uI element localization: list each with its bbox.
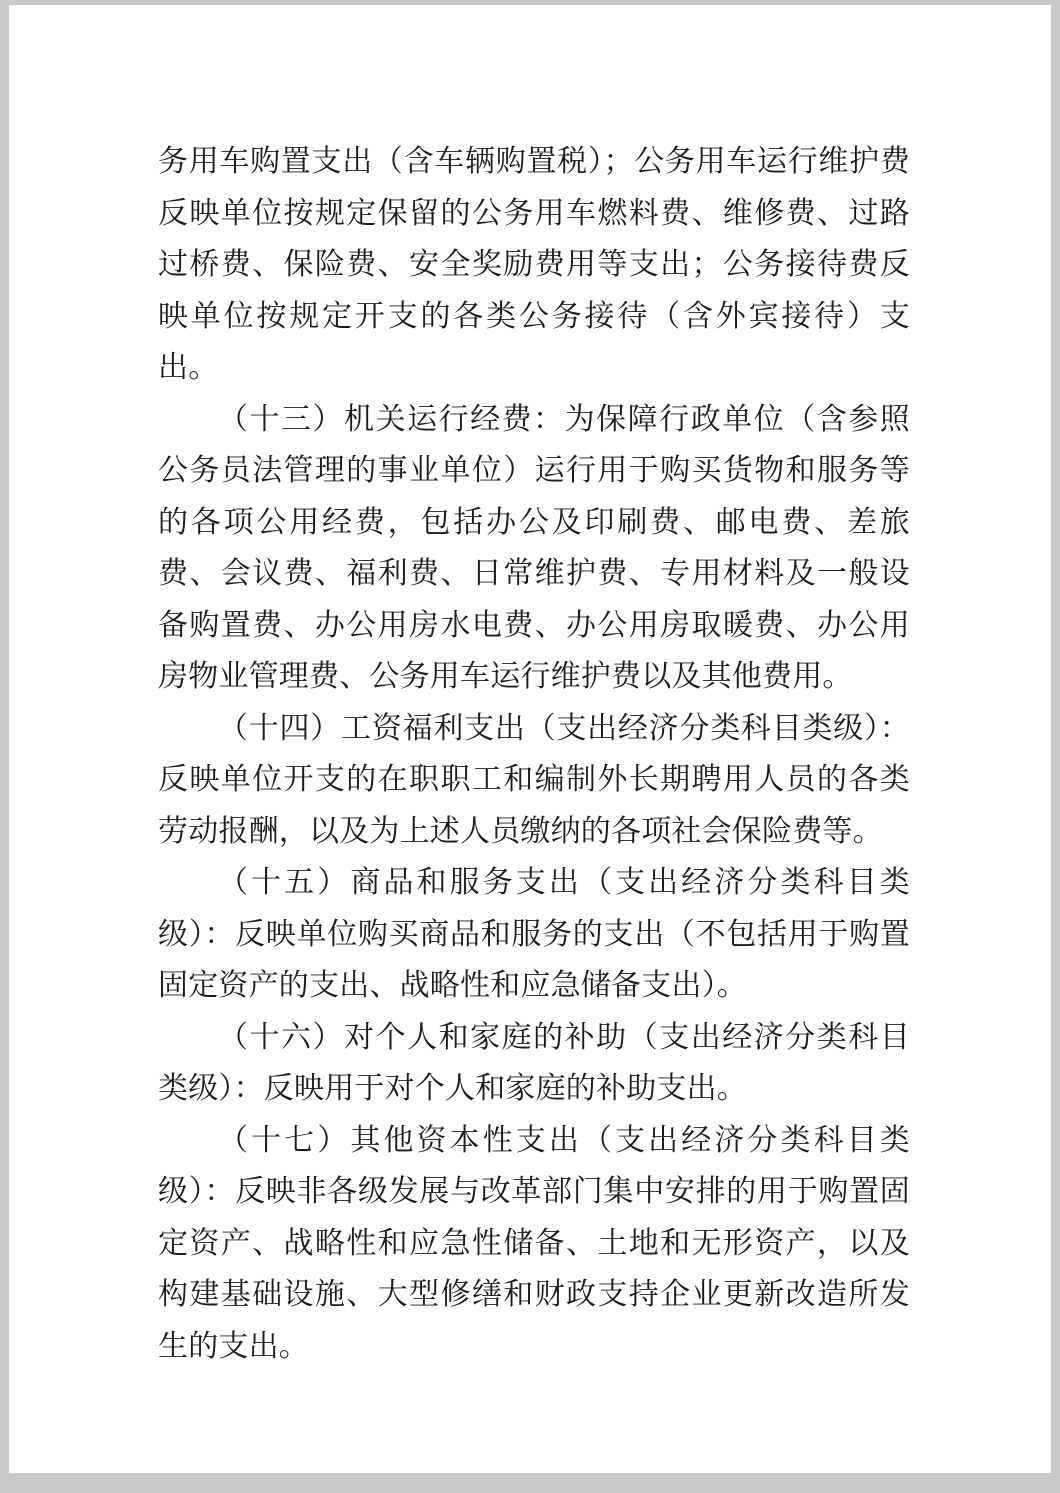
document-page [9,5,1051,1473]
paragraph-item-15: （十五）商品和服务支出（支出经济分类科目类级）：反映单位购买商品和服务的支出（不包括用于购置固定资产的支出、战略性和应急储备支出）。 [158,866,910,1002]
paragraph-item-17: （十七）其他资本性支出（支出经济分类科目类级）：反映非各级发展与改革部门集中安排的用于购置固定资产、战略性和应急性储备、土地和无形资产，以及构建基础设施、大型修缮和财政支持企业更新改造所发生的支出。 [158,1123,910,1363]
paragraph-item-13: （十三）机关运行经费：为保障行政单位（含参照公务员法管理的事业单位）运行用于购买货物和服务等的各项公用经费，包括办公及印刷费、邮电费、差旅费、会议费、福利费、日常维护费、专用材料及一般设备购置费、办公用房水电费、办公用房取暖费、办公用房物业管理费、公务用车运行维护费以及其他费用。 [158,402,910,693]
paragraph-continuation: 务用车购置支出（含车辆购置税）；公务用车运行维护费反映单位按规定保留的公务用车燃料费、维修费、过路过桥费、保险费、安全奖励费用等支出；公务接待费反映单位按规定开支的各类公务接待（含外宾接待）支出。 [158,145,910,384]
paragraph-item-16: （十六）对个人和家庭的补助（支出经济分类科目类级）：反映用于对个人和家庭的补助支出。 [158,1020,910,1105]
document-text-column [158,136,910,1372]
paragraph-item-14: （十四）工资福利支出（支出经济分类科目类级）：反映单位开支的在职职工和编制外长期聘用人员的各类劳动报酬，以及为上述人员缴纳的各项社会保险费等。 [158,711,910,848]
